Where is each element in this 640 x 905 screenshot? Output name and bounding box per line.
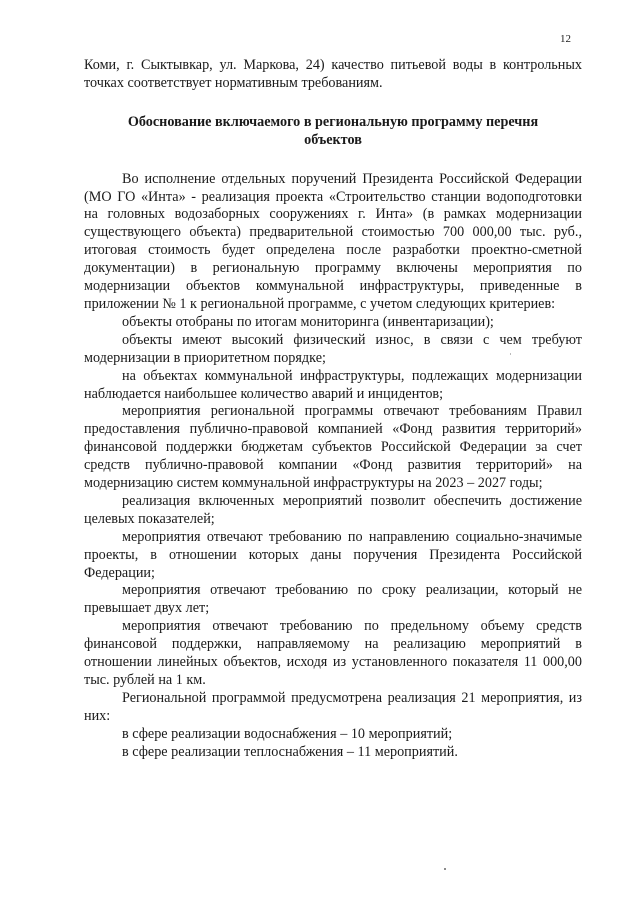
criterion-accidents: на объектах коммунальной инфраструктуры, подлежащих модернизации наблюдается наибольшее количество аварий и инцидентов; — [84, 367, 582, 402]
summary-water: в сфере реализации водоснабжения – 10 мероприятий; — [122, 725, 453, 742]
summary-heat: в сфере реализации теплоснабжения – 11 мероприятий. — [122, 743, 458, 760]
criterion-social: мероприятия отвечают требованию по направлению социально-значимые проекты, в отношении которых даны поручения Президента Российской Федерации; — [84, 528, 582, 581]
criterion-monitoring: объекты отобраны по итогам мониторинга (инвентаризации); — [122, 313, 494, 330]
criterion-term: мероприятия отвечают требованию по сроку реализации, который не превышает двух лет; — [84, 582, 582, 617]
paragraph-main: Во исполнение отдельных поручений Президента Российской Федерации (МО ГО «Инта» - реализация проекта «Строительство станции водоподготовки на головных водозаборных сооружениях г. Инта» (в рамках модернизации существующего объекта) предварительной стоимостью 700 000,00 тыс. руб., итоговая стоимость будет определена после разработки проектно-сметной документации) в региональную программу включены мероприятия по модернизации объектов коммунальной инфраструктуры, приведенные в приложении № 1 к региональной программе, с учетом следующих критериев: — [84, 170, 582, 312]
summary-paragraph: Региональной программой предусмотрена реализация 21 мероприятия, из них: — [84, 689, 582, 724]
scan-speck-bottom — [444, 868, 446, 870]
page-number: 12 — [560, 33, 571, 45]
criterion-targets: реализация включенных мероприятий позволит обеспечить достижение целевых показателей; — [84, 492, 582, 527]
criterion-limit: мероприятия отвечают требованию по предельному объему средств финансовой поддержки, направляемому на реализацию мероприятий в отношении линейных объектов, исходя из установленного показателя 11 000,00 тыс. рублей на 1 км. — [84, 618, 582, 688]
document-body — [84, 57, 582, 762]
intro-paragraph: Коми, г. Сыктывкар, ул. Маркова, 24) качество питьевой воды в контрольных точках соответствует нормативным требованиям. — [84, 57, 582, 91]
section-heading: Обоснование включаемого в региональную программу перечня объектов — [127, 113, 539, 148]
scan-speck — [510, 353, 511, 355]
criterion-wear: объекты имеют высокий физический износ, в связи с чем требуют модернизации в приоритетном порядке; — [84, 331, 582, 366]
criterion-rules: мероприятия региональной программы отвечают требованиям Правил предоставления публично-правовой компанией «Фонд развития территорий» финансовой поддержки бюджетам субъектов Российской Федерации за счет средств публично-правовой компании «Фонд развития территорий» на модернизацию систем коммунальной инфраструктуры на 2023 – 2027 годы; — [84, 403, 582, 492]
